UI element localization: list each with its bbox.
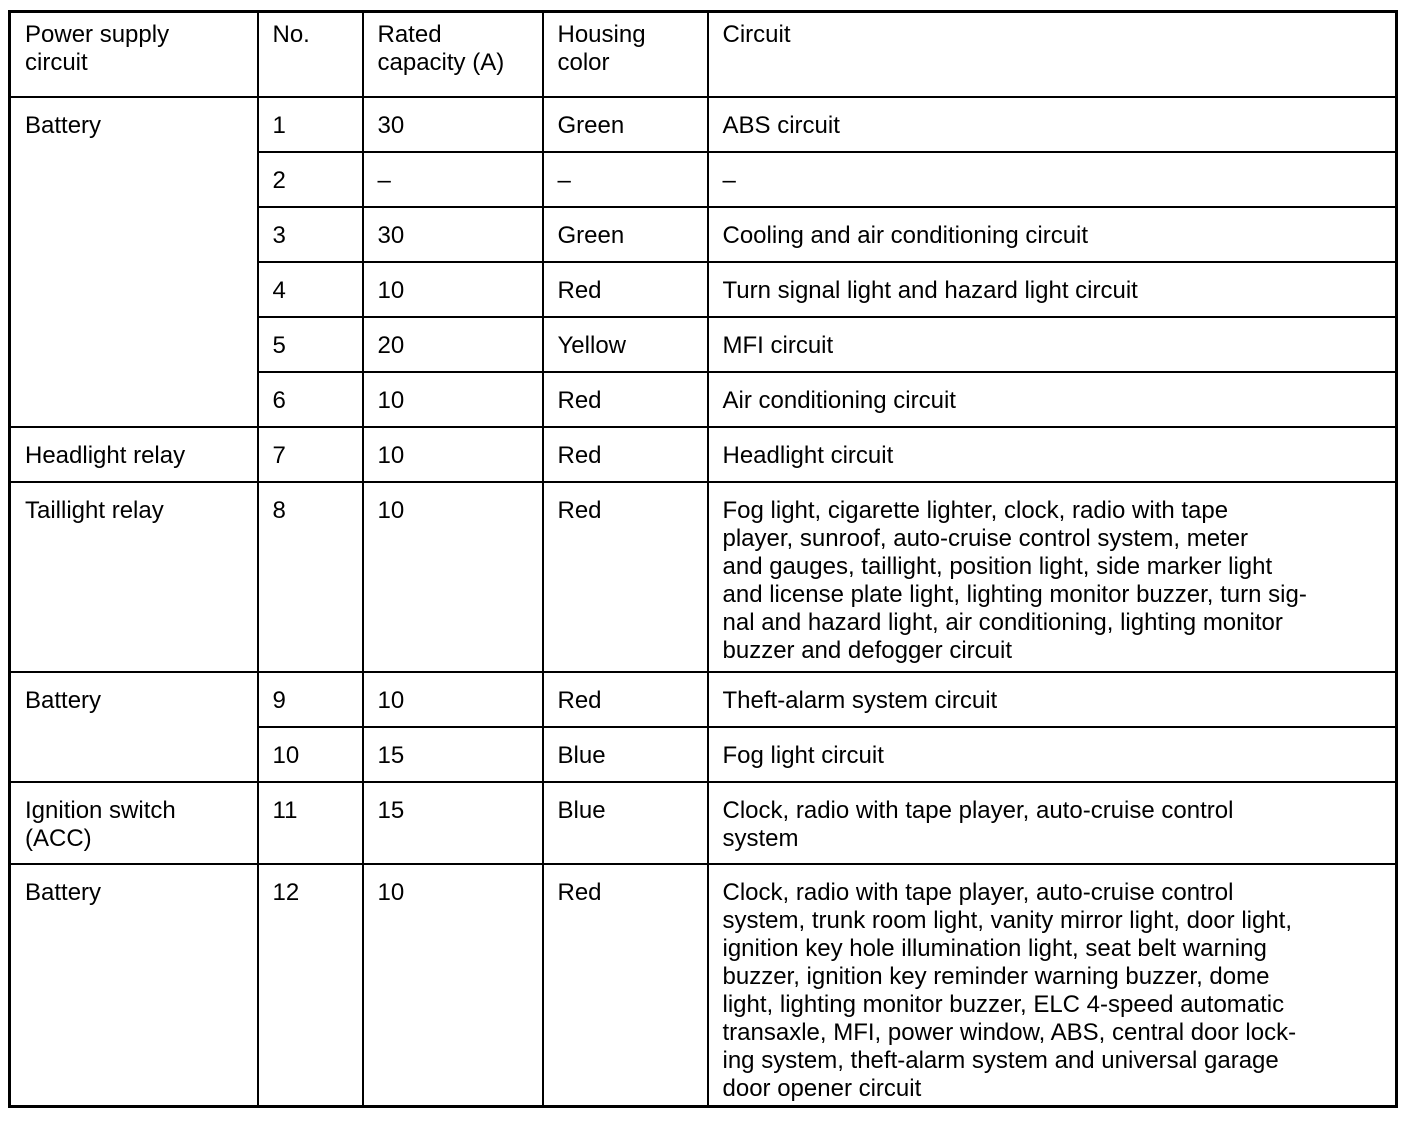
housing-color: Blue (543, 727, 708, 782)
circuit-description: – (708, 152, 1397, 207)
fuse-number: 2 (258, 152, 363, 207)
fuse-number: 6 (258, 372, 363, 427)
fuse-number: 10 (258, 727, 363, 782)
power-supply-cell: Battery (10, 97, 258, 427)
circuit-description: Theft-alarm system circuit (708, 672, 1397, 727)
rated-capacity: 15 (363, 727, 543, 782)
housing-color: Red (543, 864, 708, 1107)
housing-color: – (543, 152, 708, 207)
circuit-description: Clock, radio with tape player, auto-cruise control system (708, 782, 1397, 864)
table-row (10, 427, 1397, 482)
table-row (10, 672, 1397, 727)
rated-capacity: – (363, 152, 543, 207)
fuse-number: 5 (258, 317, 363, 372)
header-circuit: Circuit (708, 12, 1397, 98)
rated-capacity: 15 (363, 782, 543, 864)
header-no: No. (258, 12, 363, 98)
fuse-number: 7 (258, 427, 363, 482)
rated-capacity: 10 (363, 427, 543, 482)
rated-capacity: 20 (363, 317, 543, 372)
circuit-description: Air conditioning circuit (708, 372, 1397, 427)
fuse-table (8, 10, 1398, 1108)
circuit-description: Turn signal light and hazard light circuit (708, 262, 1397, 317)
housing-color: Green (543, 207, 708, 262)
fuse-number: 12 (258, 864, 363, 1107)
housing-color: Blue (543, 782, 708, 864)
fuse-number: 9 (258, 672, 363, 727)
fuse-number: 1 (258, 97, 363, 152)
housing-color: Red (543, 427, 708, 482)
power-supply-cell: Ignition switch (ACC) (10, 782, 258, 864)
circuit-description: Fog light circuit (708, 727, 1397, 782)
header-power-supply: Power supply circuit (10, 12, 258, 98)
power-supply-cell: Battery (10, 672, 258, 782)
table-row (10, 864, 1397, 1107)
circuit-description: Cooling and air conditioning circuit (708, 207, 1397, 262)
table-row (10, 97, 1397, 152)
circuit-description: Headlight circuit (708, 427, 1397, 482)
housing-color: Red (543, 672, 708, 727)
fuse-number: 4 (258, 262, 363, 317)
rated-capacity: 30 (363, 207, 543, 262)
header-housing-color: Housing color (543, 12, 708, 98)
table-row (10, 482, 1397, 672)
table-header-row (10, 12, 1397, 98)
power-supply-cell: Taillight relay (10, 482, 258, 672)
fuse-number: 11 (258, 782, 363, 864)
power-supply-cell: Headlight relay (10, 427, 258, 482)
rated-capacity: 30 (363, 97, 543, 152)
housing-color: Red (543, 372, 708, 427)
rated-capacity: 10 (363, 672, 543, 727)
housing-color: Red (543, 482, 708, 672)
rated-capacity: 10 (363, 372, 543, 427)
table-row (10, 782, 1397, 864)
fuse-number: 3 (258, 207, 363, 262)
housing-color: Green (543, 97, 708, 152)
housing-color: Yellow (543, 317, 708, 372)
circuit-description: Fog light, cigarette lighter, clock, radio with tape player, sunroof, auto-cruise control system, meter and gauges, taillight, position light, side marker light and license plate light, lighting monitor buzzer, turn sig- nal and hazard light, air conditioning, lighting monitor buzzer and defogger circuit (708, 482, 1397, 672)
circuit-description: MFI circuit (708, 317, 1397, 372)
fuse-table-document (8, 10, 1398, 1108)
housing-color: Red (543, 262, 708, 317)
circuit-description: ABS circuit (708, 97, 1397, 152)
rated-capacity: 10 (363, 864, 543, 1107)
circuit-description: Clock, radio with tape player, auto-cruise control system, trunk room light, vanity mirror light, door light, ignition key hole illumination light, seat belt warning buzzer, ignition key reminder warning buzzer, dome light, lighting monitor buzzer, ELC 4-speed automatic transaxle, MFI, power window, ABS, central door lock- ing system, theft-alarm system and universal garage door opener circuit (708, 864, 1397, 1107)
header-rated-capacity: Rated capacity (A) (363, 12, 543, 98)
power-supply-cell: Battery (10, 864, 258, 1107)
fuse-number: 8 (258, 482, 363, 672)
rated-capacity: 10 (363, 482, 543, 672)
rated-capacity: 10 (363, 262, 543, 317)
